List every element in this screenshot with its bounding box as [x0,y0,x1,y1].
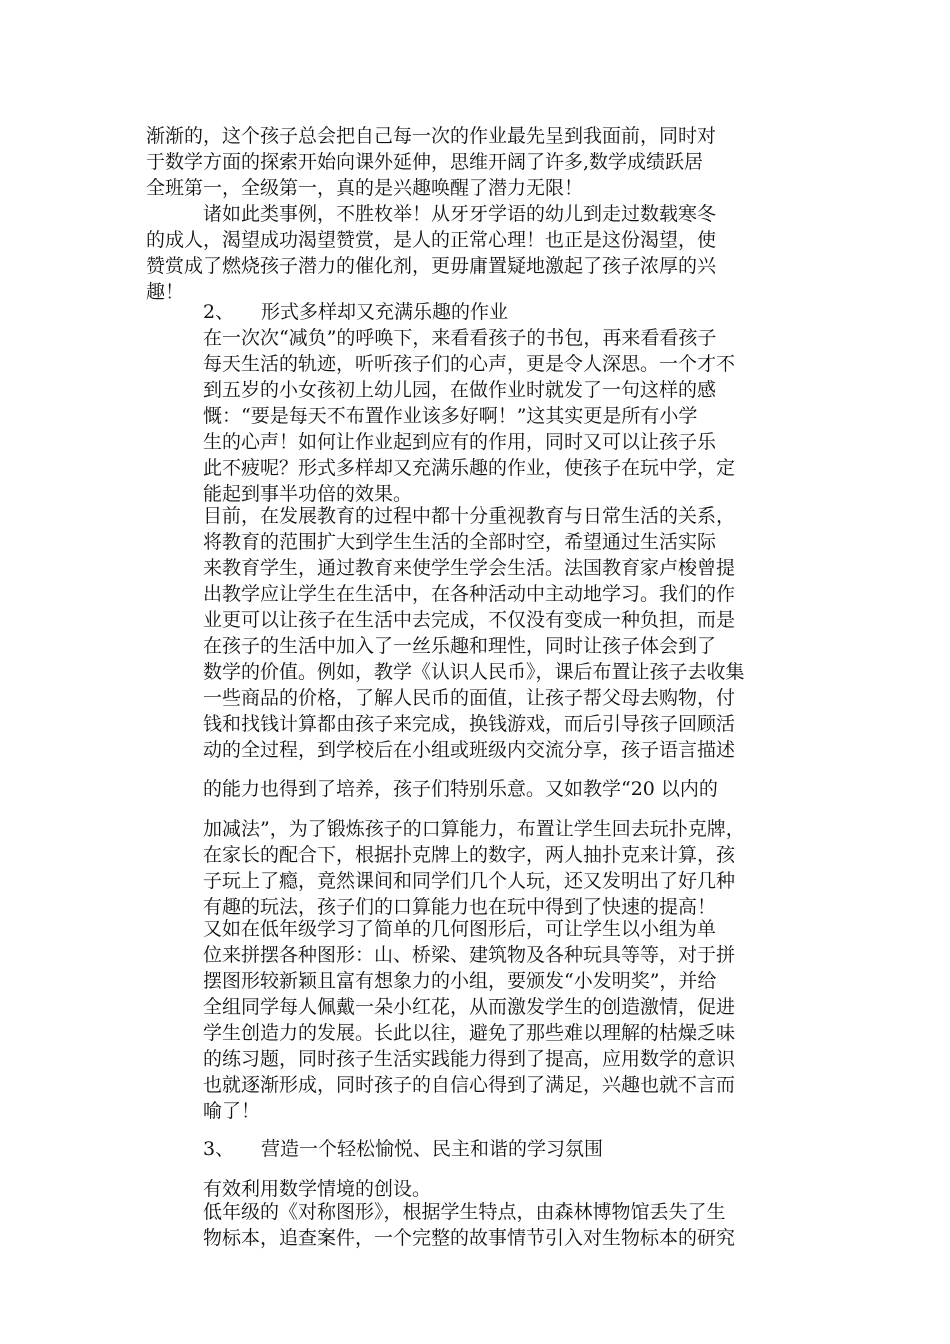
body-text-line: 的练习题，同时孩子生活实践能力得到了提高，应用数学的意识 [203,1048,736,1070]
body-text-line: 低年级的《对称图形》，根据学生特点，由森林博物馆丢失了生 [203,1201,726,1223]
body-text-line: 渐渐的，这个孩子总会把自己每一次的作业最先呈到我面前，同时对 [146,125,717,147]
body-text-line: 慨：“要是每天不布置作业该多好啊！”这其实更是所有小学 [203,405,698,427]
body-text-line: 到五岁的小女孩初上幼儿园，在做作业时就发了一句这样的感 [203,379,717,401]
heading-title: 形式多样却又充满乐趣的作业 [261,301,509,323]
body-text-line: 每天生活的轨迹，听听孩子们的心声，更是令人深思。一个才不 [203,353,736,375]
body-text-line: 能起到事半功倍的效果。 [203,483,413,505]
body-text-line: 位来拼摆各种图形：山、桥梁、建筑物及各种玩具等等，对于拼 [203,944,736,966]
body-text-line: 来教育学生，通过教育来使学生学会生活。法国教育家卢梭曾提 [203,557,736,579]
body-text-line: 喻了！ [203,1100,261,1122]
body-text-line: 子玩上了瘾，竟然课间和同学们几个人玩，还又发明出了好几种 [203,870,736,892]
heading-number: 2、 [203,301,235,323]
body-text-line: 在孩子的生活中加入了一丝乐趣和理性，同时让孩子体会到了 [203,635,717,657]
body-text-line: 又如在低年级学习了简单的几何图形后，可让学生以小组为单 [203,918,717,940]
body-text-line: 业更可以让孩子在生活中去完成，不仅没有变成一种负担，而是 [203,609,736,631]
body-text-line: 诸如此类事例，不胜枚举！从牙牙学语的幼儿到走过数载寒冬 [203,203,717,225]
body-text-line: 也就逐渐形成，同时孩子的自信心得到了满足，兴趣也就不言而 [203,1074,736,1096]
body-text-line: 一些商品的价格，了解人民币的面值，让孩子帮父母去购物，付 [203,687,736,709]
body-text-line: 动的全过程，到学校后在小组或班级内交流分享，孩子语言描述 [203,739,736,761]
body-text-line: 钱和找钱计算都由孩子来完成，换钱游戏，而后引导孩子回顾活 [203,713,736,735]
heading-number: 3、 [203,1138,235,1160]
body-text-line: 数学的价值。例如，教学《认识人民币》，课后布置让孩子去收集 [203,661,745,683]
section-heading [203,1136,603,1162]
body-text-line: 此不疲呢？形式多样却又充满乐趣的作业，使孩子在玩中学，定 [203,457,736,479]
body-text-line: 赞赏成了燃烧孩子潜力的催化剂，更毋庸置疑地激起了孩子浓厚的兴 [146,255,717,277]
body-text-line: 在一次次“减负”的呼唤下，来看看孩子的书包，再来看看孩子 [203,327,717,349]
body-text-line: 生的心声！如何让作业起到应有的作用，同时又可以让孩子乐 [203,431,717,453]
body-text-line: 物标本，追查案件，一个完整的故事情节引入对生物标本的研究 [203,1227,736,1249]
heading-title: 营造一个轻松愉悦、民主和谐的学习氛围 [261,1138,604,1160]
body-text-line: 全组同学每人佩戴一朵小红花，从而激发学生的创造激情，促进 [203,996,736,1018]
body-text-line: 有趣的玩法，孩子们的口算能力也在玩中得到了快速的提高！ [203,896,717,918]
body-text-line: 的能力也得到了培养，孩子们特别乐意。又如教学“20 以内的 [203,778,718,800]
body-text-line: 加减法”，为了锻炼孩子的口算能力，布置让学生回去玩扑克牌， [203,818,745,840]
body-text-line: 的成人，渴望成功渴望赞赏，是人的正常心理！也正是这份渴望，使 [146,229,717,251]
body-text-line: 出教学应让学生在生活中，在各种活动中主动地学习。我们的作 [203,583,736,605]
body-text-line: 趣！ [146,281,185,303]
body-text-line: 学生创造力的发展。长此以往，避免了那些难以理解的枯燥乏味 [203,1022,736,1044]
body-text-line: 将教育的范围扩大到学生生活的全部时空，希望通过生活实际 [203,531,717,553]
body-text-line: 目前，在发展教育的过程中都十分重视教育与日常生活的关系， [203,505,736,527]
body-text-line: 全班第一，全级第一，真的是兴趣唤醒了潜力无限！ [146,177,584,199]
body-text-line: 在家长的配合下，根据扑克牌上的数字，两人抽扑克来计算，孩 [203,844,736,866]
section-heading [203,299,508,325]
body-text-line: 于数学方面的探索开始向课外延伸，思维开阔了许多,数学成绩跃居 [146,151,704,173]
body-text-line: 有效利用数学情境的创设。 [203,1178,432,1200]
body-text-line: 摆图形较新颖且富有想象力的小组，要颁发“小发明奖”，并给 [203,970,717,992]
